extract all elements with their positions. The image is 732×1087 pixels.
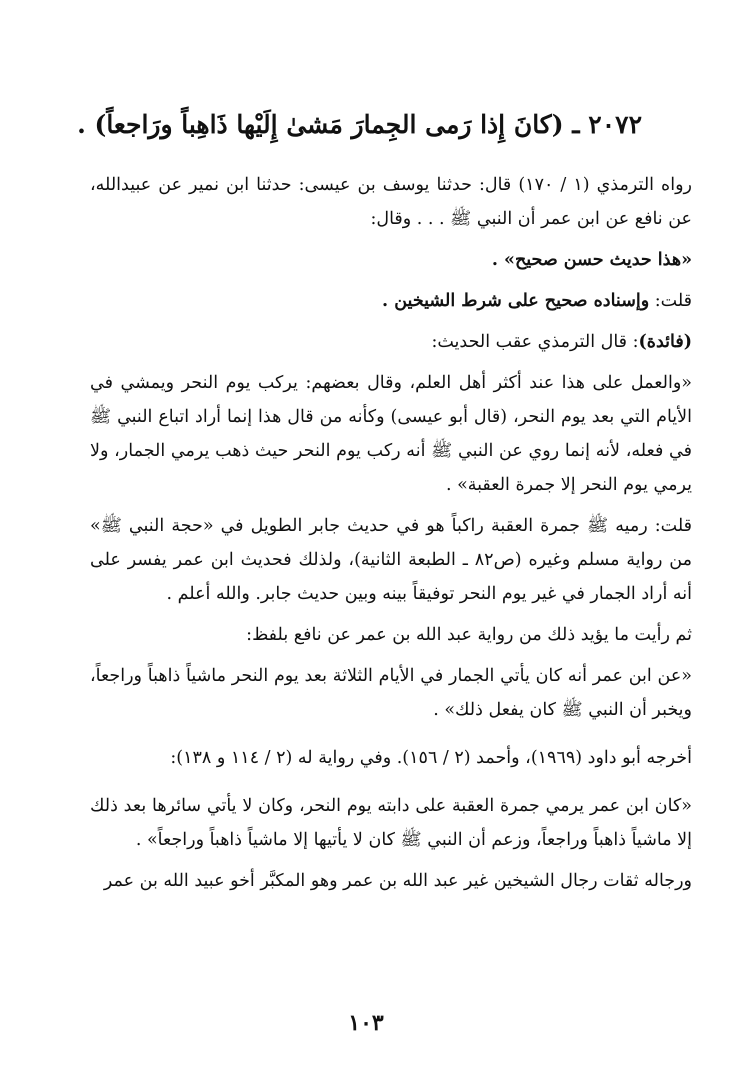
paragraph-text: «كان ابن عمر يرمي جمرة العقبة على دابته يوم النحر، وكان لا يأتي سائرها بعد ذلك إلا ماشياً ذاهباً وراجعاً، وزعم أن النبي ﷺ كان لا يأتيها إلا ماشياً ذاهباً وراجعاً» . [90, 796, 692, 850]
body-text [90, 168, 692, 905]
paragraph-author-grade [90, 284, 692, 318]
paragraph-text: أخرجه أبو داود (١٩٦٩)، وأحمد (٢ / ١٥٦). وفي رواية له (٢ / ١١٤ و ١٣٨): [170, 748, 692, 768]
paragraph-text: قلت: رميه ﷺ جمرة العقبة راكباً هو في حديث جابر الطويل في «حجة النبي ﷺ» من رواية مسلم وغيره (ص٨٢ ـ الطبعة الثانية)، ولذلك فحديث ابن عمر يفسر على أنه أراد الجمار في غير يوم النحر توفيقاً بينه وبين حديث جابر. والله أعلم . [90, 516, 692, 604]
paragraph-text: رواه الترمذي (١ / ١٧٠) قال: حدثنا يوسف بن عيسى: حدثنا ابن نمير عن عبيدالله، عن نافع عن ابن عمر أن النبي ﷺ . . . وقال: [90, 175, 692, 229]
paragraph-text: «والعمل على هذا عند أكثر أهل العلم، وقال بعضهم: يركب يوم النحر ويمشي في الأيام التي بعد يوم النحر، (قال أبو عيسى) وكأنه من قال هذا إنما أراد اتباع النبي ﷺ في فعله، لأنه إنما روي عن النبي ﷺ أنه ركب يوم النحر حيث ذهب يرمي الجمار، ولا يرمي يوم النحر إلا جمرة العقبة» . [90, 373, 692, 495]
benefit-label: (فائدة) [638, 332, 692, 352]
paragraph-supporting-narration [90, 618, 692, 652]
paragraph-source [90, 168, 692, 236]
paragraph-tirmidhi-comment [90, 366, 692, 502]
paragraph-lead: قلت: [649, 291, 692, 311]
paragraph-narrators [90, 864, 692, 898]
grade-quote: «هذا حديث حسن صحيح» . [491, 250, 692, 270]
paragraph-tirmidhi-grade [90, 243, 692, 277]
grade-verdict: وإسناده صحيح على شرط الشيخين . [382, 291, 650, 311]
paragraph-text: «عن ابن عمر أنه كان يأتي الجمار في الأيام الثلاثة بعد يوم النحر ماشياً ذاهباً وراجعاً، ويخبر أن النبي ﷺ كان يفعل ذلك» . [90, 666, 692, 720]
paragraph-text: ورجاله ثقات رجال الشيخين غير عبد الله بن عمر وهو المكبَّر أخو عبيد الله بن عمر [103, 871, 692, 891]
paragraph-benefit [90, 325, 692, 359]
paragraph-text: : قال الترمذي عقب الحديث: [431, 332, 639, 352]
paragraph-text: ثم رأيت ما يؤيد ذلك من رواية عبد الله بن عمر عن نافع بلفظ: [246, 625, 692, 645]
paragraph-ibn-umar-quote [90, 659, 692, 727]
paragraph-takhrij [90, 741, 692, 775]
paragraph-second-quote [90, 789, 692, 857]
hadith-title: ٢٠٧٢ ـ (كانَ إِذا رَمى الجِمارَ مَشىٰ إِلَيْها ذَاهِباً ورَاجعاً) . [77, 110, 642, 139]
page-number: ١٠٣ [348, 1010, 384, 1036]
paragraph-jabir-note [90, 509, 692, 611]
